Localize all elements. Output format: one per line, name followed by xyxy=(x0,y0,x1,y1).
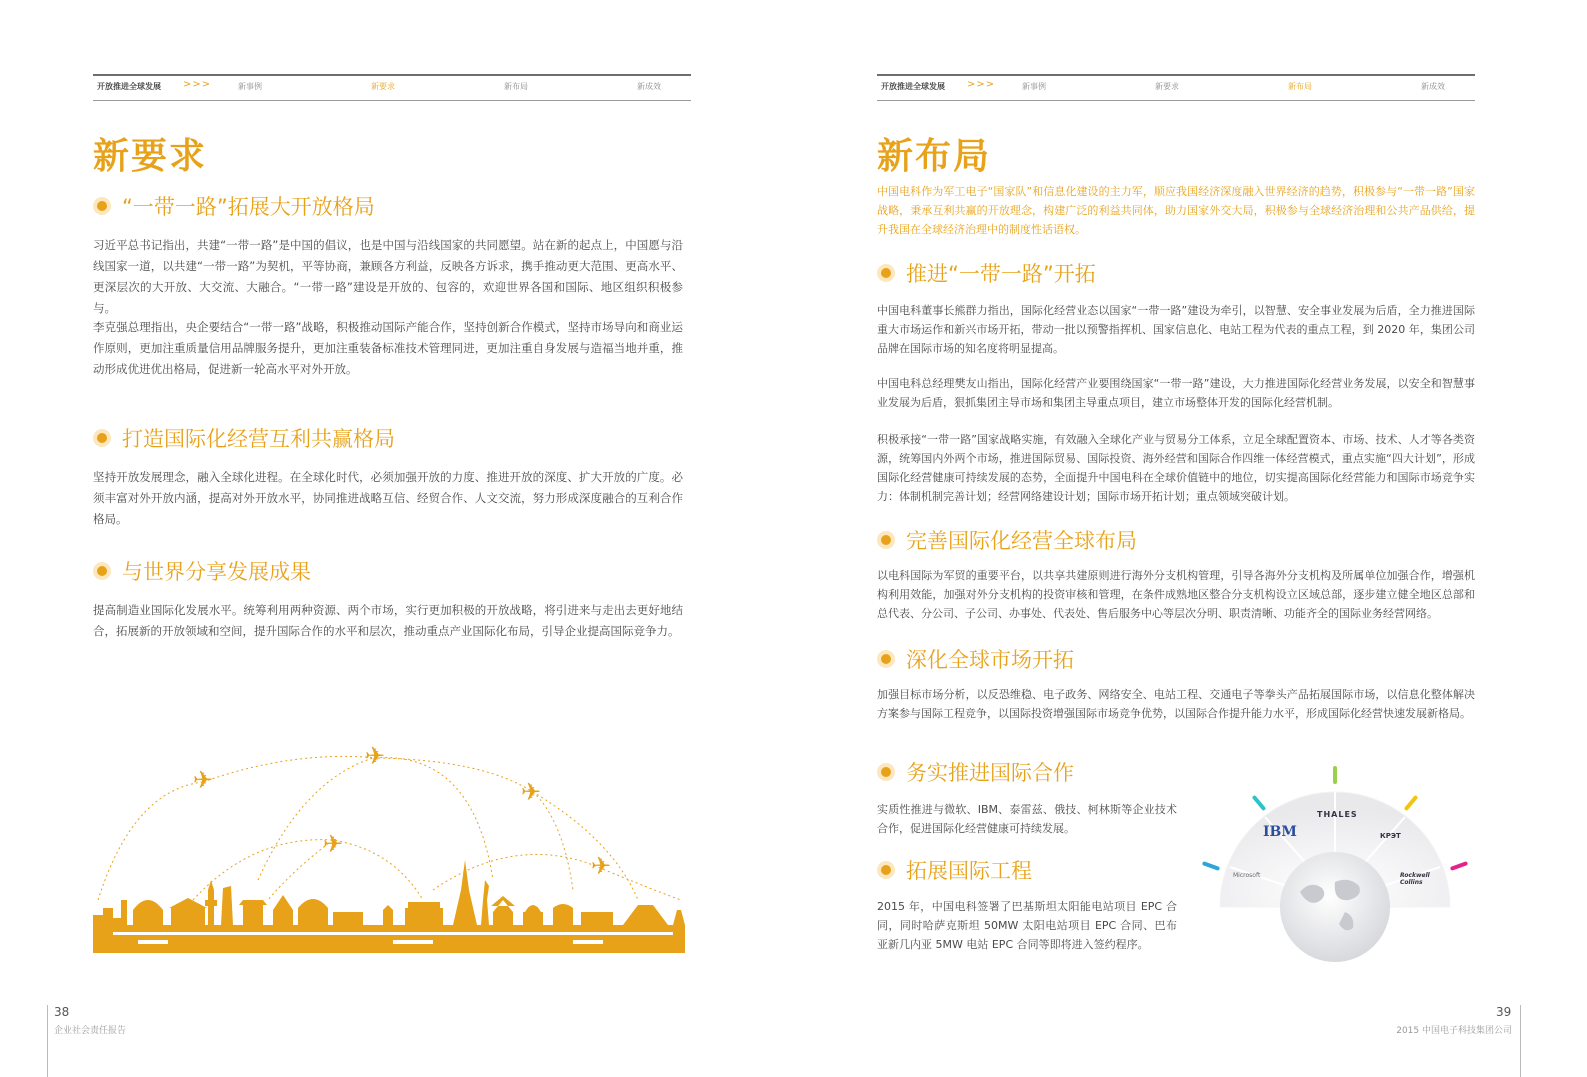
section-bullet-icon xyxy=(881,268,891,278)
nav-arrows: >>> xyxy=(967,79,996,90)
section-bullet-icon xyxy=(881,535,891,545)
page-number: 38 xyxy=(54,1005,70,1019)
footer-label: 2015 中国电子科技集团公司 xyxy=(1396,1026,1512,1036)
body-paragraph: 2015 年，中国电科签署了巴基斯坦太阳能电站项目 EPC 合同，同时哈萨克斯坦 50MW 太阳电站项目 EPC 合同、巴布亚新几内亚 5MW 电站 EPC 合同等即将进入签约程序。 xyxy=(877,900,1177,951)
section-heading: 完善国际化经营全球布局 xyxy=(906,529,1137,553)
thales-logo: THALES xyxy=(1317,810,1358,819)
right-margin-line xyxy=(1520,1005,1521,1077)
section-heading: “一带一路”拓展大开放格局 xyxy=(122,195,375,219)
svg-text:✈: ✈ xyxy=(323,830,344,858)
airplane-icons xyxy=(193,742,611,880)
section-bullet-icon xyxy=(97,201,107,211)
right-nav-bar xyxy=(877,74,1475,101)
nav-item-requirements[interactable]: 新要求 xyxy=(371,82,395,91)
rockwell-collins-logo: Rockwell Collins xyxy=(1400,872,1430,886)
svg-text:✈: ✈ xyxy=(591,852,612,880)
body-paragraph: 习近平总书记指出，共建“一带一路”是中国的倡议，也是中国与沿线国家的共同愿望。站在新的起点上，中国愿与沿线国家一道，以共建“一带一路”为契机，平等协商，兼顾各方利益，反映各方诉求，携手推动更大范围、更高水平、更深层次的大开放、大交流、大融合。“一带一路”建设是开放的、包容的，欢迎世界各国和国际、地区组织积极参与。 xyxy=(93,238,683,315)
svg-text:✈: ✈ xyxy=(521,778,542,806)
svg-text:✈: ✈ xyxy=(193,766,214,794)
section-bullet-icon xyxy=(881,865,891,875)
body-paragraph: 中国电科总经理樊友山指出，国际化经营产业要围绕国家“一带一路”建设，大力推进国际化经营业务发展，以安全和智慧事业发展为后盾，狠抓集团主导市场和集团主导重点项目，建立市场整体开发的国际化经营机制。 xyxy=(877,377,1475,409)
microsoft-logo: Microsoft xyxy=(1233,872,1261,879)
nav-item-cases[interactable]: 新事例 xyxy=(238,82,262,91)
body-paragraph: 以电科国际为军贸的重要平台，以共享共建原则进行海外分支机构管理，引导各海外分支机构及所属单位加强合作，增强机构利用效能，加强对外分支机构的投资审核和管理，在条件成熟地区整合分支机构设立区域总部，逐步建立健全地区总部和总代表、分公司、子公司、办事处、代表处、售后服务中心等层次分明、职责清晰、功能齐全的国际业务经营网络。 xyxy=(877,569,1475,620)
section-heading: 打造国际化经营互利共赢格局 xyxy=(122,427,395,451)
ibm-logo: IBM xyxy=(1263,824,1297,840)
page-title: 新要求 xyxy=(93,136,208,177)
body-paragraph: 坚持开放发展理念，融入全球化进程。在全球化时代，必须加强开放的力度、推进开放的深度、扩大开放的广度。必须丰富对外开放内涵，提高对外开放水平，协同推进战略互信、经贸合作、人文交流，努力形成深度融合的互利合作格局。 xyxy=(93,470,683,526)
svg-text:✈: ✈ xyxy=(365,742,386,770)
left-margin-line xyxy=(47,1005,48,1077)
section-heading: 与世界分享发展成果 xyxy=(122,560,311,584)
partner-fan-graphic xyxy=(1195,762,1475,972)
section-bullet-icon xyxy=(881,767,891,777)
nav-item-requirements[interactable]: 新要求 xyxy=(1155,82,1179,91)
section-bullet-icon xyxy=(97,433,107,443)
section-bullet-icon xyxy=(97,566,107,576)
body-paragraph: 李克强总理指出，央企要结合“一带一路”战略，积极推动国际产能合作，坚持创新合作模式，坚持市场导向和商业运作原则，更加注重质量信用品牌服务提升，更加注重装备标准技术管理同进，更加注重自身发展与造福当地并重，推动形成优进优出格局，促进新一轮高水平对外开放。 xyxy=(93,320,683,376)
nav-item-layout[interactable]: 新布局 xyxy=(1288,82,1312,91)
body-paragraph: 积极承接“一带一路”国家战略实施，有效融入全球化产业与贸易分工体系，立足全球配置资本、市场、技术、人才等各类资源，统筹国内外两个市场，推进国际贸易、国际投资、海外经营和国际合作四维一体经营模式，重点实施“四大计划”，形成国际化经营健康可持续发展的态势，全面提升中国电科在全球价值链中的地位，切实提高国际化经营能力和国际市场竞争实力：体制机制完善计划；经营网络建设计划；国际市场开拓计划；重点领域突破计划。 xyxy=(877,433,1475,503)
body-paragraph: 实质性推进与微软、IBM、泰雷兹、俄技、柯林斯等企业技术合作，促进国际化经营健康可持续发展。 xyxy=(877,803,1177,835)
nav-item-results[interactable]: 新成效 xyxy=(1421,82,1445,91)
section-bullet-icon xyxy=(881,654,891,664)
page-number: 39 xyxy=(1496,1005,1512,1019)
body-paragraph: 提高制造业国际化发展水平。统筹利用两种资源、两个市场，实行更加积极的开放战略，将引进来与走出去更好地结合，拓展新的开放领域和空间，提升国际合作的水平和层次，推动重点产业国际化布局，引导企业提高国际竞争力。 xyxy=(93,603,683,638)
nav-section-title: 开放推进全球发展 xyxy=(97,82,161,91)
footer-label: 企业社会责任报告 xyxy=(54,1026,127,1036)
section-heading: 拓展国际工程 xyxy=(906,859,1032,883)
world-skyline-illustration xyxy=(93,740,685,954)
page-title: 新布局 xyxy=(877,136,992,177)
nav-arrows: >>> xyxy=(183,79,212,90)
section-heading: 深化全球市场开拓 xyxy=(906,648,1074,672)
nav-item-results[interactable]: 新成效 xyxy=(637,82,661,91)
partner-logo-fan xyxy=(1195,762,1475,972)
body-paragraph: 中国电科董事长熊群力指出，国际化经营业态以国家“一带一路”建设为牵引，以智慧、安全事业发展为后盾，全力推进国际重大市场运作和新兴市场开拓，带动一批以预警指挥机、国家信息化、电站工程为代表的重点工程，到 2020 年，集团公司品牌在国际市场的知名度将明显提高。 xyxy=(877,304,1475,355)
left-nav-bar xyxy=(93,74,691,101)
section-heading: 推进“一带一路”开拓 xyxy=(906,262,1096,286)
body-paragraph: 加强目标市场分析，以反恐维稳、电子政务、网络安全、电站工程、交通电子等拳头产品拓展国际市场，以信息化整体解决方案参与国际工程竞争，以国际投资增强国际市场竞争优势，以国际合作提升能力水平，形成国际化经营快速发展新格局。 xyxy=(877,688,1475,720)
kret-logo: КРЭТ xyxy=(1380,832,1401,840)
nav-section-title: 开放推进全球发展 xyxy=(881,82,945,91)
nav-item-cases[interactable]: 新事例 xyxy=(1022,82,1046,91)
intro-paragraph: 中国电科作为军工电子“国家队”和信息化建设的主力军，顺应我国经济深度融入世界经济的趋势，积极参与“一带一路”国家战略，秉承互利共赢的开放理念，构建广泛的利益共同体，助力国家外交大局，积极参与全球经济治理和公共产品供给，提升我国在全球经济治理中的制度性话语权。 xyxy=(877,185,1475,236)
section-heading: 务实推进国际合作 xyxy=(906,761,1074,785)
nav-item-layout[interactable]: 新布局 xyxy=(504,82,528,91)
